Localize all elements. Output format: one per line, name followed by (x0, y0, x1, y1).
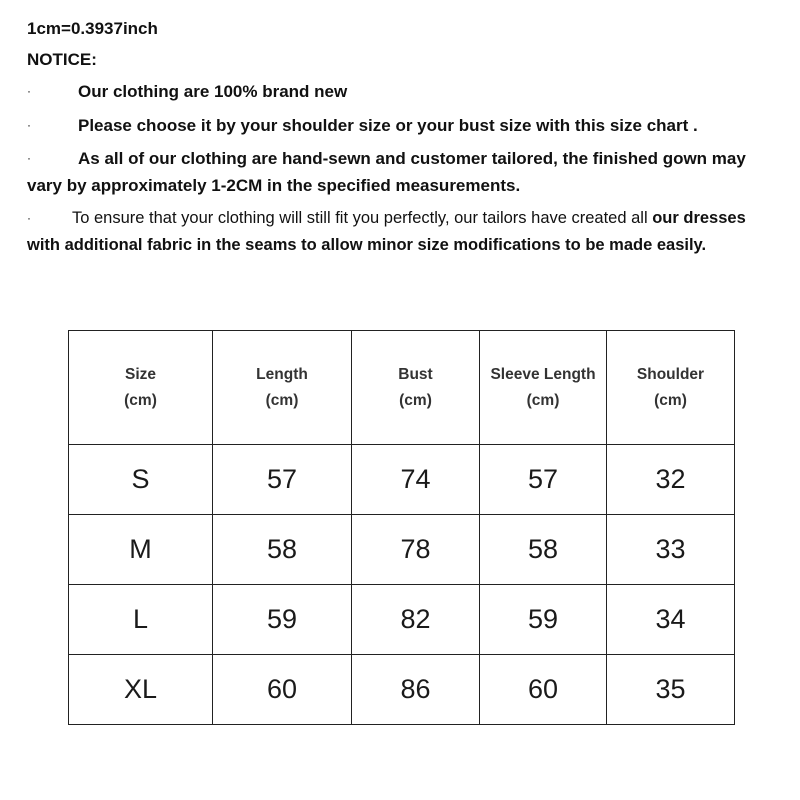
table-row (69, 585, 735, 655)
cell-sleeve-length: 58 (480, 515, 607, 585)
header-label: Bust (398, 365, 433, 383)
notice-item (27, 205, 772, 259)
cell-sleeve-length: 59 (480, 585, 607, 655)
notice-item (27, 78, 772, 105)
notice-lead-text: To ensure that your clothing will still fit you perfectly, our tailors have created all (72, 209, 653, 227)
header-label: Length (256, 365, 308, 383)
notice-text: As all of our clothing are hand-sewn and customer tailored, the finished gown may vary by approximately 1-2CM in the specified measurements. (27, 149, 746, 195)
unit-conversion: 1cm=0.3937inch (27, 19, 158, 38)
header-shoulder (607, 331, 735, 445)
notes-section (27, 16, 772, 259)
header-unit: (cm) (526, 391, 560, 409)
cell-shoulder: 33 (607, 515, 735, 585)
cell-bust: 74 (352, 445, 480, 515)
cell-shoulder: 34 (607, 585, 735, 655)
header-bust (352, 331, 480, 445)
notice-text: Our clothing are 100% brand new (78, 82, 348, 101)
cell-bust: 78 (352, 515, 480, 585)
table-header-row (69, 331, 735, 445)
cell-sleeve-length: 57 (480, 445, 607, 515)
bullet-dot-icon: · (27, 84, 31, 98)
notice-item (27, 112, 772, 139)
cell-size: L (69, 585, 213, 655)
cell-bust: 82 (352, 585, 480, 655)
cell-size: S (69, 445, 213, 515)
cell-length: 58 (213, 515, 352, 585)
bullet-dot-icon: · (27, 211, 31, 225)
bullet-dot-icon: · (27, 151, 31, 165)
cell-size: M (69, 515, 213, 585)
header-unit: (cm) (124, 391, 157, 409)
cell-size: XL (69, 655, 213, 725)
header-label: Shoulder (636, 365, 705, 383)
cell-length: 60 (213, 655, 352, 725)
header-size (69, 331, 213, 445)
notice-text: Please choose it by your shoulder size or your bust size with this size chart . (78, 116, 698, 135)
header-unit: (cm) (399, 391, 432, 409)
notice-item (27, 145, 772, 199)
header-sleeve-length (480, 331, 607, 445)
header-unit: (cm) (265, 391, 299, 409)
cell-shoulder: 32 (607, 445, 735, 515)
cell-length: 57 (213, 445, 352, 515)
table-row (69, 655, 735, 725)
table-row (69, 445, 735, 515)
header-length (213, 331, 352, 445)
notice-title: NOTICE: (27, 50, 97, 69)
table-row (69, 515, 735, 585)
notice-text: our dresses with additional fabric in the seams to allow minor size modifications to be made easily. (27, 209, 746, 254)
header-label: Size (124, 365, 156, 383)
header-unit: (cm) (654, 391, 687, 409)
cell-sleeve-length: 60 (480, 655, 607, 725)
size-chart-table (68, 330, 735, 725)
cell-shoulder: 35 (607, 655, 735, 725)
cell-bust: 86 (352, 655, 480, 725)
cell-length: 59 (213, 585, 352, 655)
header-label: Sleeve Length (490, 365, 596, 383)
bullet-dot-icon: · (27, 118, 31, 132)
